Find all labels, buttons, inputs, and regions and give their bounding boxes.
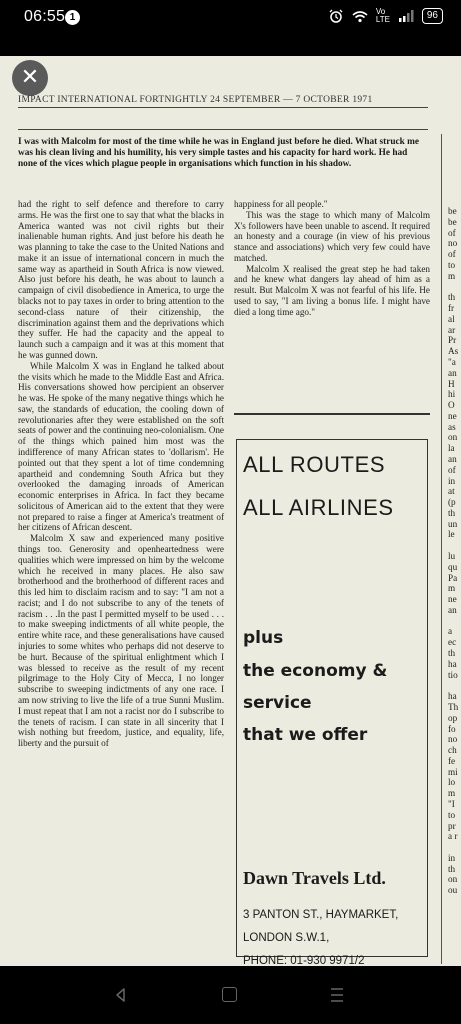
fragment-line [448,281,461,292]
column-divider [441,134,442,964]
fragment-line: fo [448,723,456,734]
notification-badge: 1 [65,10,80,25]
navigation-bar [0,966,461,1024]
fragment-line [448,540,461,551]
fragment-line: ou [448,885,458,896]
advert-tagline: plus [243,628,284,648]
fragment-line [448,842,461,853]
masthead: IMPACT INTERNATIONAL FORTNIGHTLY 24 SEPTEMBER — 7 OCTOBER 1971 [18,95,373,105]
fragment-line: m [448,270,456,281]
fragment-line: to [448,809,456,820]
fragment-line: hi [448,389,456,400]
advert-phone: PHONE: 01-930 9971/2 [243,955,365,966]
battery-indicator: 96 [422,8,443,24]
fragment-line: of [448,249,456,260]
advert-tagline: service [243,693,312,713]
fragment-line: O [448,400,455,411]
fragment-line: as [448,421,456,432]
fragment-line [448,680,461,691]
paragraph: Malcolm X realised the great step he had taken and he knew what dangers lay ahead of him as a result. But Malcolm X was not fearful of his life. He used to say, "I am living a bonus life. I might have died a long time ago." [234,263,430,317]
column-left [18,199,224,749]
advert-top-rule [234,413,430,415]
intro-paragraph: I was with Malcolm for most of the time while he was in England just before he died. What struck me was his clean living and his humility, his very simple tastes and his capacity for hard work. He had none of the vices which plague people in organisations which function in his shadow. [18,137,420,169]
fragment-line: op [448,712,458,723]
fragment-line: of [448,464,456,475]
fragment-line: be [448,206,457,216]
fragment-line: ha [448,691,457,702]
fragment-line: ar [448,324,456,335]
advert-address: 3 PANTON ST., HAYMARKET, [243,909,399,921]
fragment-line: le [448,529,455,540]
fragment-line: tio [448,669,458,680]
column-middle [234,199,430,318]
fragment-line: "I [448,798,455,809]
fragment-line: m [448,583,456,594]
fragment-line: ec [448,637,457,648]
advert-address: LONDON S.W.1, [243,932,330,944]
fragment-line: on [448,874,458,885]
fragment-line: H [448,378,455,389]
paragraph: Malcolm X saw and experienced many positive things too. Generosity and openheartedness were qualities which were impressed on him by the welcome which he received in many places. He also saw brotherhood and the brotherhood of different races and this led him to disclaim racism and to say: "I am not a racist; and I do not subscribe to any of the tenets of racism . . .In the past I permitted myself to be used . . . to make sweeping indictments of all white people, the entire white race, and these generalisations have caused injuries to some whites who perhaps did not deserve to be hurt. Because of the spiritual enlightment which I was blessed to receive as the result of my recent pilgrimage to the Holy City of Mecca, I no longer subscribe to sweeping indictments of any one race. I am now striving to live the life of a true Sunni Muslim. I must repeat that I am not a racist nor do I subscribe to the tenets of racism. I can state in all sincerity that I wish nothing but freedom, justice, and equality, life, liberty and the pursuit of [18,533,224,749]
fragment-line: an [448,604,457,615]
fragment-line: a [448,626,453,637]
header-rule-lower [18,129,428,130]
advert-headline: ALL ROUTES [243,452,386,477]
fragment-line: qu [448,561,458,572]
status-time: 06:55 [24,8,66,25]
network-type-label: Vo LTE [375,7,390,24]
fragment-line: ne [448,410,457,421]
fragment-line: th [448,292,456,303]
home-icon[interactable] [222,987,237,1002]
fragment-line: no [448,238,458,249]
advert-company: Dawn Travels Ltd. [243,868,386,888]
status-bar [0,0,461,36]
fragment-line: As [448,346,459,357]
fragment-line: be [448,216,457,227]
fragment-line [448,616,461,627]
fragment-line: in [448,852,456,863]
fragment-line: (p [448,497,456,508]
paragraph: While Malcolm X was in England he talked about the visits which he made to the Middle East and Africa. His conversations showed how percipient an observer he was. He spoke of the many negative things which he saw, the standards of education, the cooling down of revolutionaries after they were established on the soft seats of power and the continuing neo-colonialism. One of the things which pained him most was the indifference of many African states to 'dollarism'. He pointed out that they spent a lot of time condemning apartheid and condemning South Africa but they overlooked the damaging inroads of American economic enterprises in Africa. In fact they became solicitous of American aid to the extent that they were not prepared to raise a finger at America's treatment of her citizens of African descent. [18,360,224,533]
fragment-line: th [448,648,456,659]
fragment-line: ne [448,594,457,605]
fragment-line: pr [448,820,456,831]
fragment-line: "a [448,356,456,367]
scanned-page [0,56,461,966]
status-icons [328,8,443,24]
back-icon[interactable] [112,986,130,1004]
fragment-line: no [448,734,458,745]
alarm-icon [328,9,344,23]
header-rule [18,107,428,108]
fragment-line: lo [448,777,456,788]
fragment-line: fr [448,303,455,314]
fragment-line: on [448,432,458,443]
fragment-line: al [448,313,455,324]
advert-tagline: the economy & [243,661,388,681]
fragment-line: th [448,863,456,874]
fragment-line: lu [448,551,456,561]
signal-icon [398,10,414,22]
fragment-line: m [448,788,456,799]
fragment-line: to [448,259,456,270]
fragment-line: Pr [448,335,457,346]
paragraph: This was the stage to which many of Malcolm X's followers have been unable to ascend. It required an honesty and a courage (in view of his previous stance and associations) which very few could have matched. [234,209,430,263]
column-right-fragment [448,206,461,896]
wifi-icon [352,10,368,23]
fragment-line: fe [448,755,456,766]
paragraph: happiness for all people." [234,199,328,209]
fragment-line: at [448,486,455,497]
fragment-line: ha [448,658,457,669]
travel-advert [236,439,428,966]
paragraph: had the right to self defence and therefore to carry arms. He was the first one to say that what the blacks in America wanted was not civil rights but their inalienable human rights. And just before his death he was planning to take the case to the United Nations and make it an issue of international concern in much the same way as apartheid in South Africa is now viewed. Also just before his death, he was about to launch a campaign of civil disobedience in America, to urge the blacks not to pay taxes in order to bring attention to the second-class nature of their citizenship, the discrimination against them and the deprivations which they suffer. He had the capacity and the appeal to launch such a campaign and it was at this moment that he was gunned down. [18,199,224,360]
advert-tagline: that we offer [243,725,368,745]
fragment-line: Th [448,701,459,712]
close-button[interactable]: ✕ [12,60,48,96]
recents-icon[interactable] [329,987,345,1003]
fragment-line: ch [448,745,457,756]
fragment-line: of [448,227,456,238]
fragment-line: mi [448,766,458,777]
fragment-line: th [448,507,456,518]
fragment-line: in [448,475,456,486]
fragment-line: a r [448,831,458,842]
fragment-line: Pa [448,572,458,583]
fragment-line: an [448,453,457,464]
fragment-line: un [448,518,458,529]
advert-headline: ALL AIRLINES [243,495,394,520]
fragment-line: an [448,367,457,378]
fragment-line: la [448,443,455,454]
